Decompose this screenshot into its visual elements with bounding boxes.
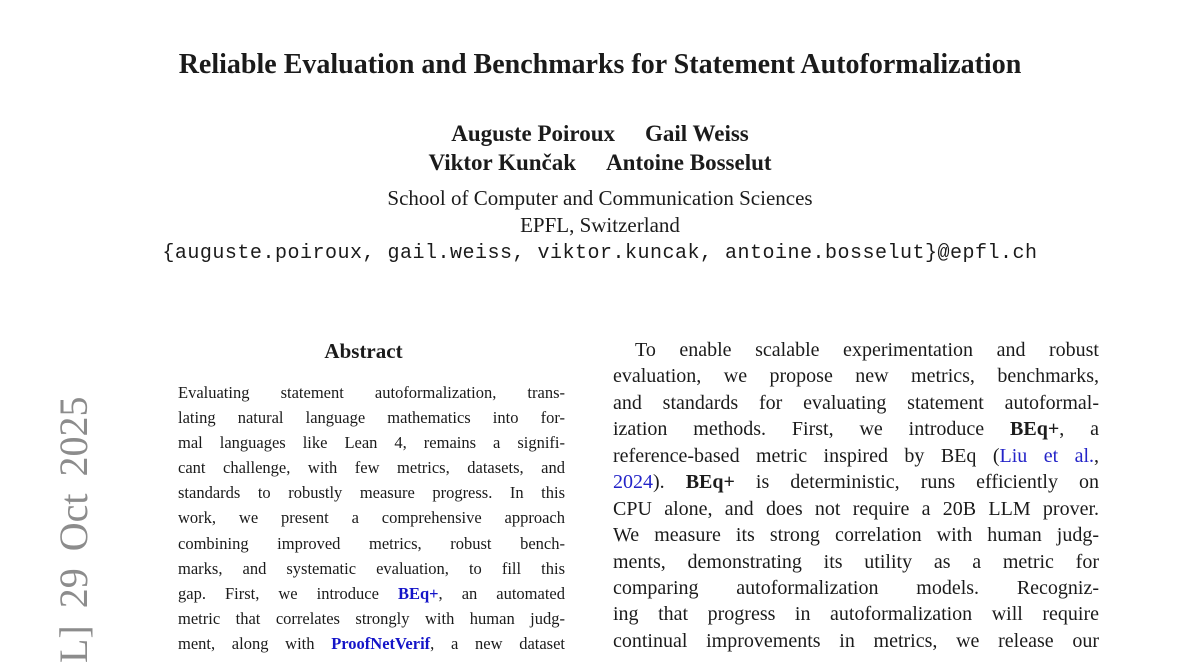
text-segment: cant challenge, with few metrics, datasets, and [178,458,565,478]
text-segment: We measure its strong correlation with human judg- [613,524,1099,547]
text-segment: gap. First, we introduce [178,583,398,603]
text-segment: To enable scalable experimentation and robust [635,339,1099,361]
intro-column [613,337,1099,654]
author-name: Gail Weiss [645,121,749,146]
author-name: Antoine Bosselut [606,150,772,175]
text-line [613,601,1099,627]
text-segment: continual improvements in metrics, we release our [613,629,1099,652]
arxiv-watermark: L] 29 Oct 2025 [51,396,96,663]
text-segment: work, we present a comprehensive approach [178,508,565,528]
text-segment: ment, along with [178,633,332,653]
text-segment: lating natural language mathematics into for- [178,408,565,428]
text-line [178,556,565,581]
text-segment: metric that correlates strongly with human judg- [178,608,565,628]
text-line [178,606,565,631]
text-line [178,531,565,556]
text-line [613,549,1099,575]
text-line [613,416,1099,442]
author-block [0,119,1200,177]
text-segment: ments, demonstrating its utility as a metric for [613,550,1099,573]
author-emails: {auguste.poiroux, gail.weiss, viktor.kuncak, antoine.bosselut}@epfl.ch [162,242,1038,265]
text-line [178,430,565,455]
paper-title: Reliable Evaluation and Benchmarks for Statement Autoformalization [178,49,1022,80]
text-line [613,337,1099,363]
text-segment: ). [653,471,686,494]
text-line [178,505,565,530]
author-row [0,148,1200,177]
text-segment: evaluation, we propose new metrics, benchmarks, [613,365,1099,388]
text-segment: BEq+ [1010,418,1060,441]
text-segment: CPU alone, and does not require a 20B LLM prover. [613,497,1099,520]
affiliation-institution: EPFL, Switzerland [520,213,680,237]
text-segment: reference-based metric inspired by BEq ( [613,444,1000,467]
text-line [178,380,565,405]
text-line [613,390,1099,416]
text-segment: ing that progress in autoformalization will require [613,603,1099,626]
text-segment: ization methods. First, we introduce [613,418,1011,441]
text-segment: combining improved metrics, robust bench- [178,533,565,553]
text-segment: BEq+ [685,471,735,494]
text-segment: Evaluating statement autoformalization, trans- [178,383,565,402]
text-segment: marks, and systematic evaluation, to fill this [178,558,565,578]
abstract-column [178,380,565,656]
text-line [178,455,565,480]
citation-link[interactable]: Liu et al. [999,444,1094,467]
text-line [613,575,1099,601]
abstract-heading: Abstract [324,339,403,363]
text-segment: is deterministic, runs efficiently on [734,471,1099,494]
text-segment: , an automated [438,583,565,603]
author-name: Auguste Poiroux [451,121,616,146]
text-line [178,405,565,430]
text-line [178,631,565,656]
text-segment: , [1094,444,1099,467]
affiliation-school: School of Computer and Communication Sciences [387,186,813,210]
text-line [613,443,1099,469]
text-line [178,581,565,606]
text-line [613,496,1099,522]
text-line [613,363,1099,389]
text-line [613,469,1099,495]
citation-link[interactable]: 2024 [613,471,653,494]
text-line [178,480,565,505]
text-segment: standards to robustly measure progress. In this [178,483,565,503]
text-segment: mal languages like Lean 4, remains a signifi- [178,433,565,453]
author-name: Viktor Kunčak [428,150,577,175]
highlighted-term: BEq+ [397,583,439,603]
text-segment: comparing autoformalization models. Recogniz- [613,576,1099,599]
author-row [0,119,1200,148]
text-line [613,628,1099,654]
text-segment: , a [1059,418,1099,441]
highlighted-term: ProofNetVerif [331,633,431,653]
text-line [613,522,1099,548]
text-segment: and standards for evaluating statement autoformal- [613,391,1099,414]
text-segment: , a new dataset [430,633,565,653]
